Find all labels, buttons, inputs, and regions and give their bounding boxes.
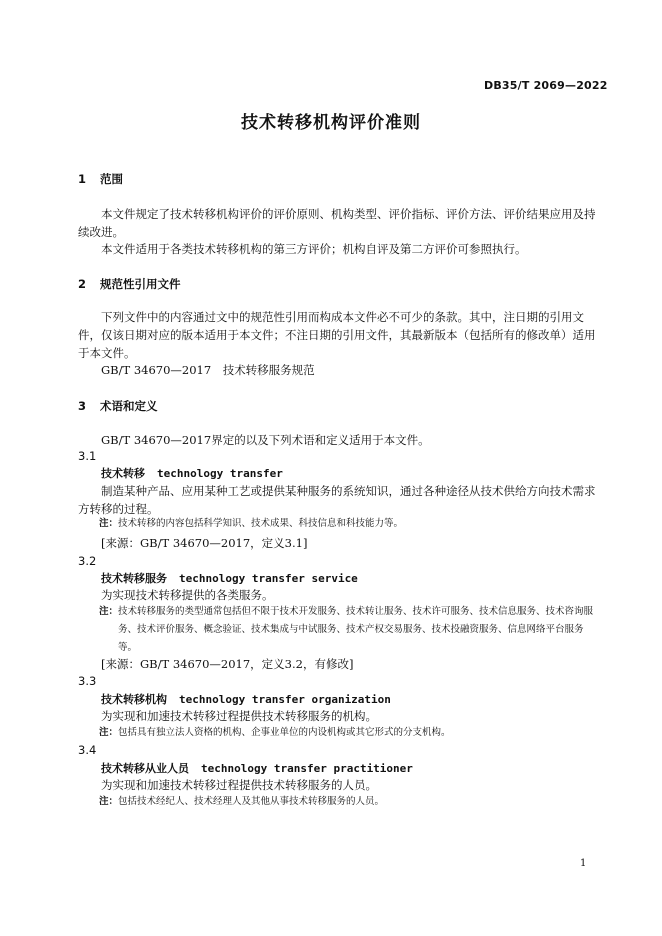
term-number: 3.4 [78,743,97,757]
section-1-paragraph-1: 本文件规定了技术转移机构评价的评价原则、机构类型、评价指标、评价方法、评价结果应用及持续改进。 [78,207,596,239]
normative-reference: GB/T 34670—2017 技术转移服务规范 [101,363,315,377]
term-heading [101,691,391,707]
note-label: 注： [99,518,119,529]
section-1-paragraph-2: 本文件适用于各类技术转移机构的第三方评价；机构自评及第二方评价可参照执行。 [101,242,527,256]
term-english: technology transfer practitioner [201,762,413,775]
note-text: 包括技术经纪人、技术经理人及其他从事技术转移服务的人员。 [118,796,385,807]
section-2-title: 规范性引用文件 [100,277,181,291]
note-label: 注： [99,727,119,738]
term-definition: 为实现和加速技术转移过程提供技术转移服务的人员。 [101,778,377,792]
section-3-intro: GB/T 34670—2017界定的以及下列术语和定义适用于本文件。 [101,433,430,447]
section-3-heading [78,398,158,414]
document-title: 技术转移机构评价准则 [241,113,421,133]
note-text: 技术转移的内容包括科学知识、技术成果、科技信息和科技能力等。 [118,518,404,529]
page-number: 1 [580,858,587,869]
term-number: 3.1 [78,449,97,463]
standard-number: DB35/T 2069—2022 [484,79,608,92]
term-note [99,724,601,742]
note-label: 注： [99,606,119,617]
term-english: technology transfer [157,467,283,480]
section-3-title: 术语和定义 [100,399,158,413]
term-definition: 制造某种产品、应用某种工艺或提供某种服务的系统知识，通过各种途径从技术供给方向技术需求方转移的过程。 [78,484,596,516]
term-chinese: 技术转移机构 [101,693,167,706]
term-heading [101,760,413,776]
term-english: technology transfer service [179,572,358,585]
term-note [99,515,601,533]
section-2-heading [78,276,181,292]
section-3-number: 3 [78,399,87,413]
term-number: 3.2 [78,554,97,568]
term-definition: 为实现技术转移提供的各类服务。 [101,588,274,602]
term-english: technology transfer organization [179,693,391,706]
term-note [99,793,601,811]
term-note [99,603,601,657]
section-1-title: 范围 [100,172,124,186]
term-chinese: 技术转移 [101,467,145,480]
term-definition: 为实现和加速技术转移过程提供技术转移服务的机构。 [101,709,377,723]
term-heading [101,570,358,586]
term-source: [来源：GB/T 34670—2017，定义3.2，有修改] [101,657,354,671]
term-source: [来源：GB/T 34670—2017，定义3.1] [101,536,308,550]
note-label: 注： [99,796,119,807]
note-text: 技术转移服务的类型通常包括但不限于技术开发服务、技术转让服务、技术许可服务、技术信息服务、技术咨询服务、技术评价服务、概念验证、技术集成与中试服务、技术产权交易服务、技术投融资服务、信息网络平台服务等。 [118,606,594,653]
note-text: 包括具有独立法人资格的机构、企事业单位的内设机构或其它形式的分支机构。 [118,727,451,738]
section-1-number: 1 [78,172,87,186]
term-chinese: 技术转移服务 [101,572,167,585]
section-2-paragraph-1: 下列文件中的内容通过文中的规范性引用而构成本文件必不可少的条款。其中，注日期的引用文件，仅该日期对应的版本适用于本文件；不注日期的引用文件，其最新版本（包括所有的修改单）适用于本文件。 [78,310,596,360]
term-chinese: 技术转移从业人员 [101,762,189,775]
section-2-number: 2 [78,277,87,291]
term-number: 3.3 [78,674,97,688]
term-heading [101,465,283,481]
section-1-heading [78,171,123,187]
